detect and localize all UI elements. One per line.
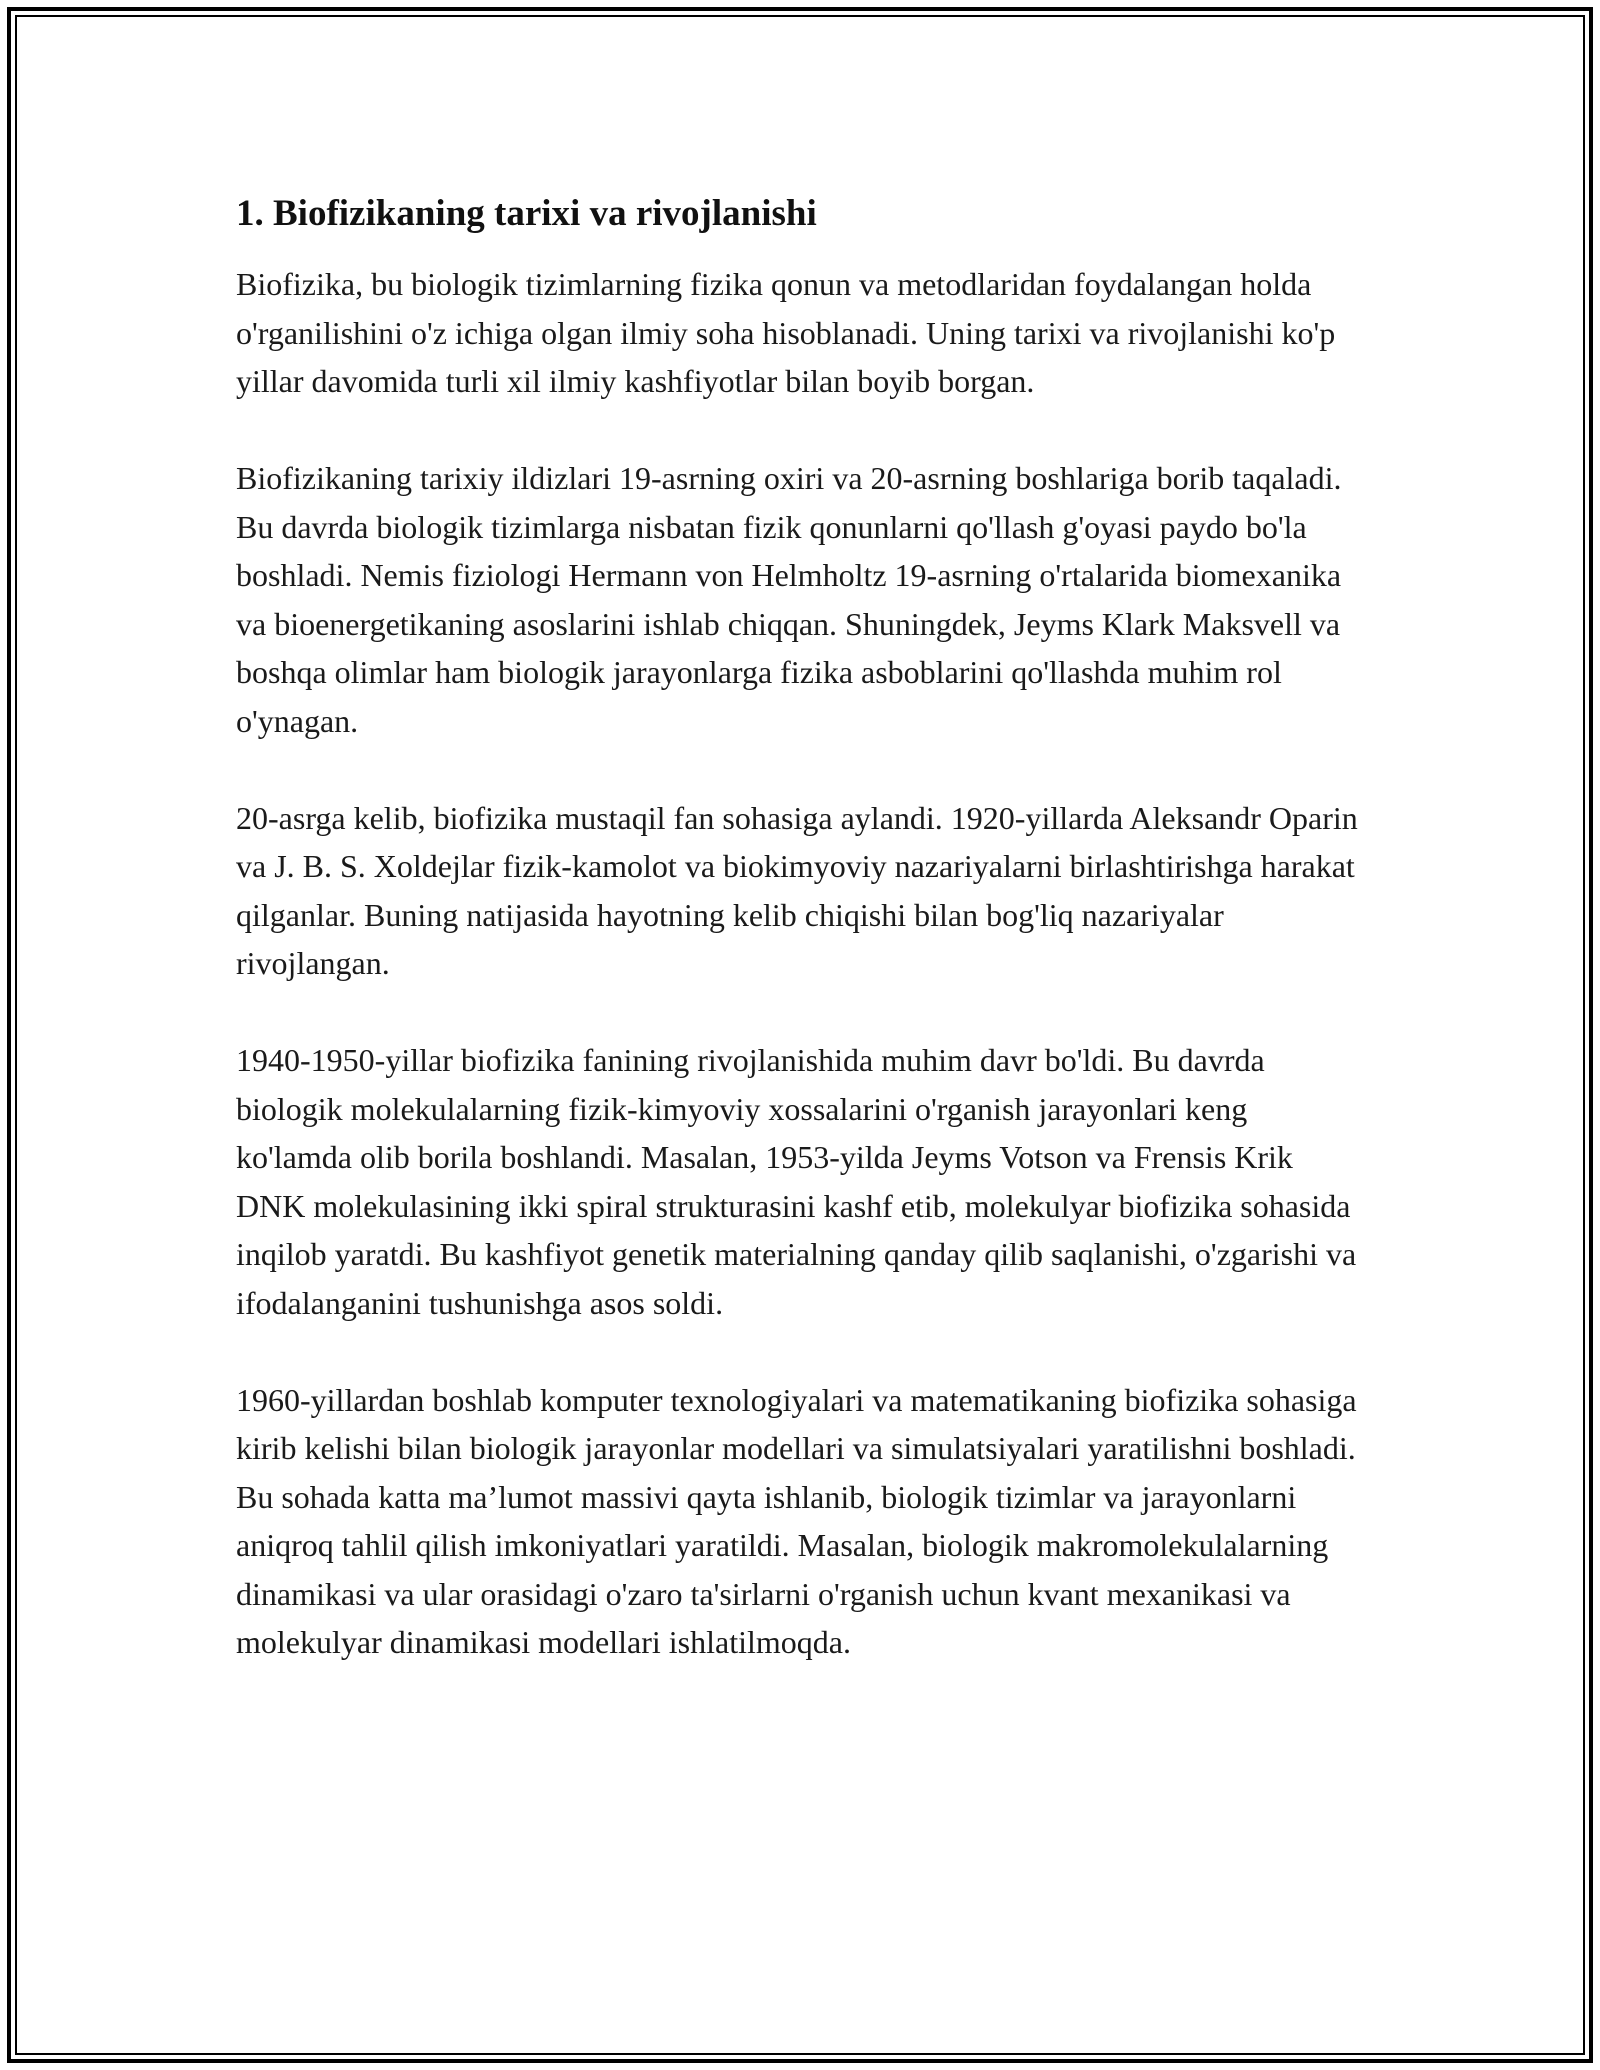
paragraph-4: 1940-1950-yillar biofizika fanining rivojlanishida muhim davr bo'ldi. Bu davrda biologik molekulalarning fizik-kimyoviy xossalarini o'rganish jarayonlari keng ko'lamda olib borila boshlandi. Masalan, 1953-yilda Jeyms Votson va Frensis Krik DNK molekulasining ikki spiral strukturasini kashf etib, molekulyar biofizika sohasida inqilob yaratdi. Bu kashfiyot genetik materialning qanday qilib saqlanishi, o'zgarishi va ifodalanganini tushunishga asos soldi.	[236, 1042, 1357, 1321]
document-body	[236, 190, 1366, 1715]
section-heading: 1. Biofizikaning tarixi va rivojlanishi	[236, 193, 817, 234]
paragraph-2: Biofizikaning tarixiy ildizlari 19-asrning oxiri va 20-asrning boshlariga borib taqaladi. Bu davrda biologik tizimlarga nisbatan fizik qonunlarni qo'llash g'oyasi paydo bo'la boshladi. Nemis fiziologi Hermann von Helmholtz 19-asrning o'rtalarida biomexanika va bioenergetikaning asoslarini ishlab chiqqan. Shuningdek, Jeyms Klark Maksvell va boshqa olimlar ham biologik jarayonlarga fizika asboblarini qo'llashda muhim rol o'ynagan.	[236, 460, 1342, 739]
paragraph-3: 20-asrga kelib, biofizika mustaqil fan sohasiga aylandi. 1920-yillarda Aleksandr Oparin va J. B. S. Xoldejlar fizik-kamolot va biokimyoviy nazariyalarni birlashtirishga harakat qilganlar. Buning natijasida hayotning kelib chiqishi bilan bog'liq nazariyalar rivojlangan.	[236, 799, 1358, 981]
paragraph-5: 1960-yillardan boshlab komputer texnologiyalari va matematikaning biofizika sohasiga kirib kelishi bilan biologik jarayonlar modellari va simulatsiyalari yaratilishni boshladi. Bu sohada katta ma’lumot massivi qayta ishlanib, biologik tizimlar va jarayonlarni aniqroq tahlil qilish imkoniyatlari yaratildi. Masalan, biologik makromolekulalarning dinamikasi va ular orasidagi o'zaro ta'sirlarni o'rganish uchun kvant mexanikasi va molekulyar dinamikasi modellari ishlatilmoqda.	[236, 1381, 1357, 1660]
paragraph-1: Biofizika, bu biologik tizimlarning fizika qonun va metodlaridan foydalangan holda o'rganilishini o'z ichiga olgan ilmiy soha hisoblanadi. Uning tarixi va rivojlanishi ko'p yillar davomida turli xil ilmiy kashfiyotlar bilan boyib borgan.	[236, 266, 1336, 399]
